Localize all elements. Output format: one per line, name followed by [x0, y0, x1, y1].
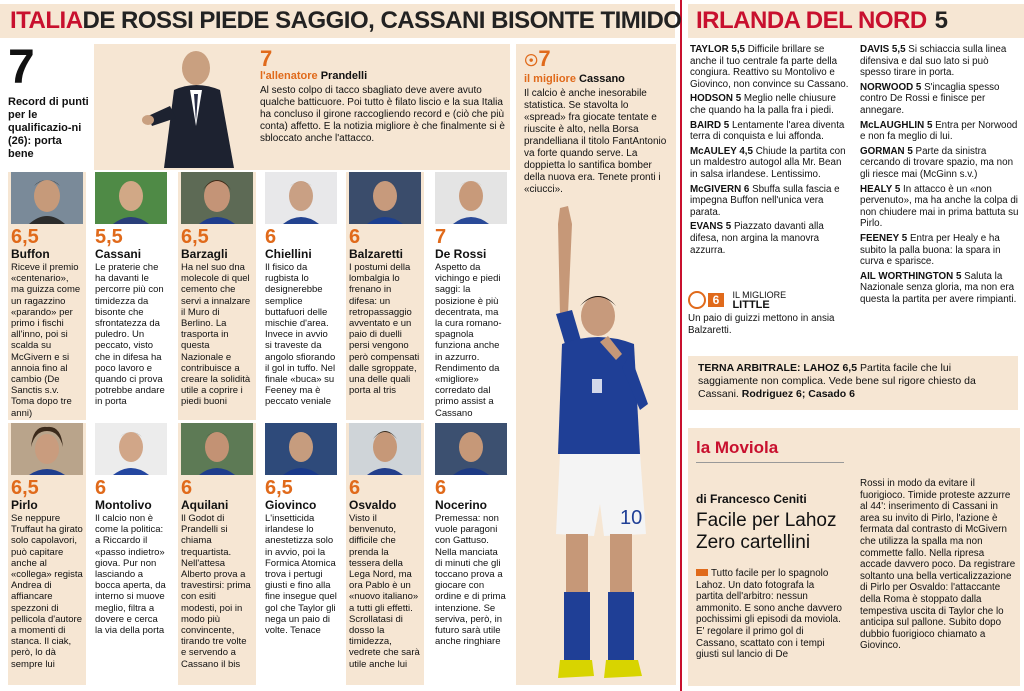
player-photo	[181, 423, 253, 475]
opponent-rating: McLAUGHLIN 5 Entra per Norwood e non fa meglio di lui.	[860, 119, 1018, 143]
opponent-rating: TAYLOR 5,5 Difficile brillare se anche il tuo centrale fa parte della congiura. Reattivo su Montolivo e Giovinco, non convince su Cassano.	[690, 44, 849, 90]
player-name: Pirlo	[11, 498, 38, 512]
referee-text: Partita facile che lui saggiamente non complica. Vede bene sul rigore chiesto da Cassani.	[698, 362, 976, 400]
player-text: Aspetto da vichingo e piedi saggi: la posizione è più decentrata, ma la cura romano-spagnola funziona anche in azzurro. Rendimento da «migliore» corredato dal primo assist a Cassano	[435, 262, 502, 419]
player-vote: 6,5	[11, 477, 39, 499]
svg-text:10: 10	[620, 507, 643, 529]
player-vote: 6	[349, 226, 361, 248]
little-text: Un paio di guizzi mettono in ansia Balzaretti.	[688, 313, 835, 336]
opponent-rating: BAIRD 5 Lentamente l'area diventa terra di conquista e lui affonda.	[690, 119, 845, 143]
player-name: Aquilani	[181, 498, 229, 512]
player-text: I postumi della lombalgia lo frenano in difesa: un retropassaggio avventato e un paio di duelli persi vengono però compensati dalle sgroppate, una delle quali porta al tris	[349, 262, 420, 397]
player-vote: 6	[95, 477, 107, 499]
player-name: Giovinco	[265, 498, 317, 512]
best-player-photo	[538, 204, 668, 684]
player-vote: 6,5	[265, 477, 293, 499]
opponent-header	[688, 4, 1024, 38]
player-photo	[349, 172, 421, 224]
opponent-rating: HEALY 5 In attacco è un «non pervenuto», ma ha anche la colpa di non chiudere mai in prima battuta su Pirlo.	[860, 183, 1019, 230]
coach-vote: 7	[260, 46, 273, 71]
moviola-body-1: Tutto facile per lo spagnolo Lahoz. Un dato fotografa la partita dell'arbitro: nessun ammonito. E sono anche davvero pochissimi gli episodi da moviola. E' regolare il primo gol di Cassano, scattato con i tempi giusti sul lancio di De	[696, 568, 842, 661]
coach-label-prefix: l'allenatore	[260, 70, 318, 82]
player-text: Se neppure Truffaut ha girato solo capolavori, può capitare anche al «collega» regista Andrea di affiancare spezzoni di pellicola d'autore a momenti di stanca. Il ciak, però, lo dà sempre lui	[11, 513, 83, 670]
team-score: 7	[8, 41, 35, 94]
player-photo	[435, 172, 507, 224]
little-label: IL MIGLIORE LITTLE	[732, 290, 787, 311]
opponent-name: IRLANDA DEL NORD	[696, 7, 927, 34]
coach-text: Al sesto colpo di tacco sbagliato deve avere avuto qualche batticuore. Poi tutto è filato liscio e la sua Italia ha concluso il girone raccogliendo record e (ciò che più conta) affetto. E la notizia migliore è che finalmente si è sbloccato anche l'attacco.	[260, 85, 505, 144]
moviola-box	[688, 428, 1020, 686]
best-name: Cassano	[579, 73, 625, 85]
player-name: Montolivo	[95, 498, 152, 512]
opponent-rating: McGIVERN 6 Sbuffa sulla fascia e impegna Buffon nell'unica vera parata.	[690, 183, 840, 218]
opponent-score: 5	[934, 7, 948, 34]
player-card	[432, 423, 510, 685]
best-vote: ☉7	[524, 46, 551, 71]
headline: DE ROSSI PIEDE SAGGIO, CASSANI BISONTE TIMIDO	[82, 7, 682, 34]
player-card	[178, 423, 256, 685]
player-name: Cassani	[95, 247, 142, 261]
coach-name: Prandelli	[320, 70, 368, 82]
player-card	[262, 172, 340, 420]
player-card	[346, 423, 424, 685]
team-score-text: Record di punti per le qualificazio-ni (26): porta bene	[8, 96, 89, 160]
moviola-headline: Facile per Lahoz Zero cartellini	[696, 510, 837, 553]
player-photo	[349, 423, 421, 475]
opponents-column-1	[690, 44, 850, 259]
moviola-title: la Moviola	[696, 438, 779, 457]
player-card	[346, 172, 424, 420]
opponent-rating: McAULEY 4,5 Chiude la partita con un maldestro autogol alla Mr. Bean in salsa irlandese. Lentissimo.	[690, 145, 846, 180]
player-text: Il calcio non è come la politica: a Riccardo il «passo indietro» giova. Pur non lasciando a bocca aperta, da interno si muove meglio, filtra a dovere e cerca la via della porta	[95, 513, 166, 637]
player-photo	[11, 423, 83, 475]
referee-casado: Casado 6	[808, 388, 855, 400]
moviola-author: di Francesco Ceniti	[696, 492, 807, 506]
player-name: Buffon	[11, 247, 50, 261]
column-divider	[680, 0, 682, 691]
player-card	[178, 172, 256, 420]
player-vote: 6	[349, 477, 361, 499]
players-row-1	[8, 172, 510, 420]
player-photo	[95, 423, 167, 475]
best-text: Il calcio è anche inesorabile statistica. Se stavolta lo «spread» fra giocate tentate e riuscite è alto, nella Borsa prandelliana il titolo FantAntonio va forte quando serve. La doppietta lo santifica bomber della nuova era. Tenete pronti i «ciucci».	[524, 88, 667, 195]
player-text: Le praterie che ha davanti le percorre più con timidezza da bisonte che sfrontatezza da puledro. Un peccato, visto che in difesa ha poco lavoro e quando ci prova potrebbe andare in porta	[95, 262, 165, 408]
player-photo	[181, 172, 253, 224]
referee-title: TERNA ARBITRALE: LAHOZ 6,5	[698, 362, 858, 374]
italia-label: ITALIA	[10, 7, 83, 34]
team-score-block	[8, 41, 90, 172]
opponent-rating: NORWOOD 5 S'incaglia spesso contro De Rossi e finisce per annegare.	[860, 81, 1000, 116]
player-card	[8, 172, 86, 420]
opponent-rating: FEENEY 5 Entra per Healy e ha subito la palla buona: la spara in curva e sparisce.	[860, 232, 1001, 268]
referee-box	[688, 356, 1018, 410]
player-vote: 6	[435, 477, 447, 499]
opponent-rating: GORMAN 5 Parte da sinistra cercando di trovare spazio, ma non gli riesce mai (McGinn s.v.)	[860, 145, 1014, 180]
coach-label	[260, 70, 506, 82]
opponent-rating: DAVIS 5,5 Si schiaccia sulla linea difensiva e dal suo lato si può spesso tirare in porta.	[860, 44, 1007, 79]
player-vote: 6	[265, 226, 277, 248]
little-icon	[688, 291, 706, 309]
player-name: Nocerino	[435, 498, 488, 512]
moviola-divider	[696, 462, 844, 463]
coach-box	[94, 44, 510, 170]
player-photo	[265, 172, 337, 224]
opponent-rating: EVANS 5 Piazzato davanti alla difesa, non argina la manovra azzurra.	[690, 221, 824, 256]
player-vote: 6	[181, 477, 193, 499]
opponent-rating: HODSON 5 Meglio nelle chiusure che quando ha la palla fra i piedi.	[690, 93, 836, 116]
player-vote: 6,5	[181, 226, 209, 248]
best-icon: ☉	[524, 53, 539, 70]
player-vote: 7	[435, 226, 447, 248]
player-photo	[11, 172, 83, 224]
player-card	[432, 172, 510, 420]
player-text: Il fisico da rugbista lo designerebbe semplice buttafuori delle mischie d'area. Invece in avvio si traveste da angolo sfiorando il gol in tuffo. Nel finale «buca» su Feeney ma è peccato veniale	[265, 262, 336, 408]
player-card	[8, 423, 86, 685]
player-card	[92, 423, 170, 685]
coach-photo	[134, 46, 244, 168]
player-name: Barzagli	[181, 247, 228, 261]
player-vote: 6,5	[11, 226, 39, 248]
moviola-marker	[696, 569, 708, 576]
player-photo	[435, 423, 507, 475]
little-box	[688, 290, 853, 336]
moviola-body-2: Rossi in modo da evitare il fuorigioco. Timide proteste azzurre al 44': inserimento di Cassani in area su invito di Pirlo, l'azione è fermata dal contrasto di McGivern che utilizza la spalla ma non commette fallo. Nella ripresa accade davvero poco. Da registrare soltanto una bella verticalizzazione di Pirlo per Osvaldo: l'attaccante della Roma è stoppato dalla tempestiva uscita di Taylor che lo anticipa sul pallone. Subito dopo dubbio fuorigioco chiamato a Giovinco.	[860, 478, 1016, 652]
little-vote: 6	[708, 293, 724, 307]
player-text: Il Godot di Prandelli si chiama trequartista. Nell'attesa Alberto prova a travestirsi: prima con esiti modesti, poi in modo più convincente, tirando tre volte e servendo a Cassano il bis	[181, 513, 251, 670]
referee-rodriguez: Rodriguez 6;	[741, 388, 806, 400]
italia-header	[0, 4, 682, 38]
opponent-rating: AIL WORTHINGTON 5 Saluta la Nazionale senza gloria, ma non era questa la partita per avere rimpianti.	[860, 270, 1017, 305]
player-card	[92, 172, 170, 420]
best-label-prefix: il migliore	[524, 73, 576, 85]
player-text: Premessa: non vuole paragoni con Gattuso. Nella manciata di minuti che gli toccano prova a giocare con ordine e di prima intenzione. Se serviva, però, in futuro sarà utile anche ringhiare	[435, 513, 506, 648]
opponents-column-2	[860, 44, 1020, 308]
little-name: LITTLE	[732, 299, 770, 311]
player-name: Chiellini	[265, 247, 312, 261]
player-card	[262, 423, 340, 685]
best-label	[524, 73, 672, 85]
player-text: Riceve il premio «centenario», ma guizza come un ragazzino «parando» per primo i fischi all'inno, poi si scalda su McGivern e si annoia fino al cambio (De Sanctis s.v. Toma dopo tre anni)	[11, 262, 81, 419]
player-text: L'insetticida irlandese lo anestetizza solo in avvio, poi la Formica Atomica trova i pertugi giusti e fino alla fine insegue quel gol che Taylor gli nega un paio di volte. Tenace	[265, 513, 337, 637]
player-vote: 5,5	[95, 226, 123, 248]
player-name: Balzaretti	[349, 247, 404, 261]
player-text: Ha nel suo dna molecole di quel cemento che servi a innalzare il Muro di Berlino. La trasporta in questa Nazionale e contribuisce a creare la solidità utile a coprire i piedi buoni	[181, 262, 251, 408]
player-name: De Rossi	[435, 247, 487, 261]
player-name: Osvaldo	[349, 498, 397, 512]
player-text: Visto il benvenuto, difficile che prenda la tessera della Lega Nord, ma ora Pablo è un «nuovo italiano» a tutti gli effetti. Scrollatasi di dosso la timidezza, vedrete che sarà utile anche lui	[349, 513, 420, 670]
players-row-2	[8, 423, 510, 685]
player-photo	[265, 423, 337, 475]
player-photo	[95, 172, 167, 224]
